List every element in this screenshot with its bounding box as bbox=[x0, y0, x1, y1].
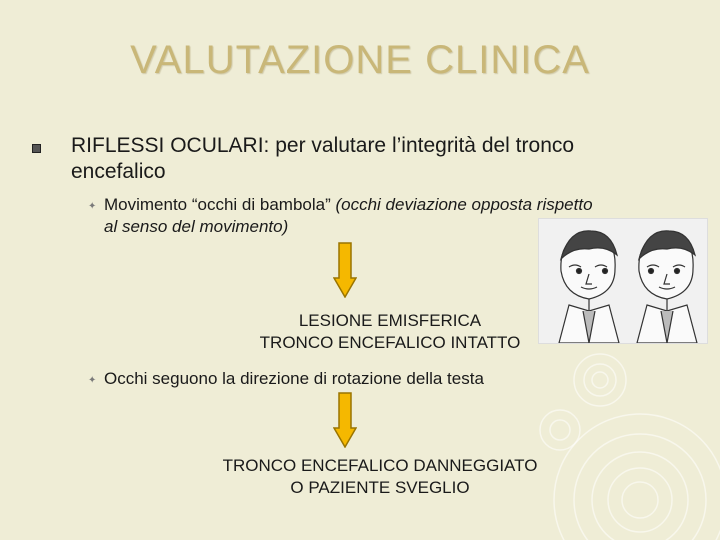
diamond-bullet-icon: ✦ bbox=[88, 201, 97, 212]
slide-title: VALUTAZIONE CLINICA bbox=[130, 38, 590, 82]
result-1 bbox=[200, 310, 580, 354]
down-arrow-icon bbox=[333, 242, 357, 298]
result-2-line-2: O PAZIENTE SVEGLIO bbox=[290, 478, 470, 497]
sub-bullet-plain: Movimento “occhi di bambola” bbox=[104, 195, 336, 214]
result-1-line-1: LESIONE EMISFERICA bbox=[298, 311, 482, 330]
main-bullet-text: RIFLESSI OCULARI: per valutare l’integrità del tronco encefalico bbox=[71, 134, 575, 183]
sub-bullet-italic-2: al senso del movimento) bbox=[104, 217, 289, 236]
result-1-line-2: TRONCO ENCEFALICO INTATTO bbox=[259, 333, 521, 352]
diamond-bullet-icon: ✦ bbox=[88, 375, 97, 386]
sub-bullet-eyes-follow: Occhi seguono la direzione di rotazione della testa bbox=[104, 369, 484, 388]
down-arrow-icon bbox=[333, 392, 357, 448]
sub-bullet-italic-1: (occhi deviazione opposta rispetto bbox=[335, 195, 593, 214]
result-2 bbox=[160, 455, 600, 499]
result-2-line-1: TRONCO ENCEFALICO DANNEGGIATO bbox=[222, 456, 538, 475]
square-bullet-icon bbox=[32, 144, 44, 156]
